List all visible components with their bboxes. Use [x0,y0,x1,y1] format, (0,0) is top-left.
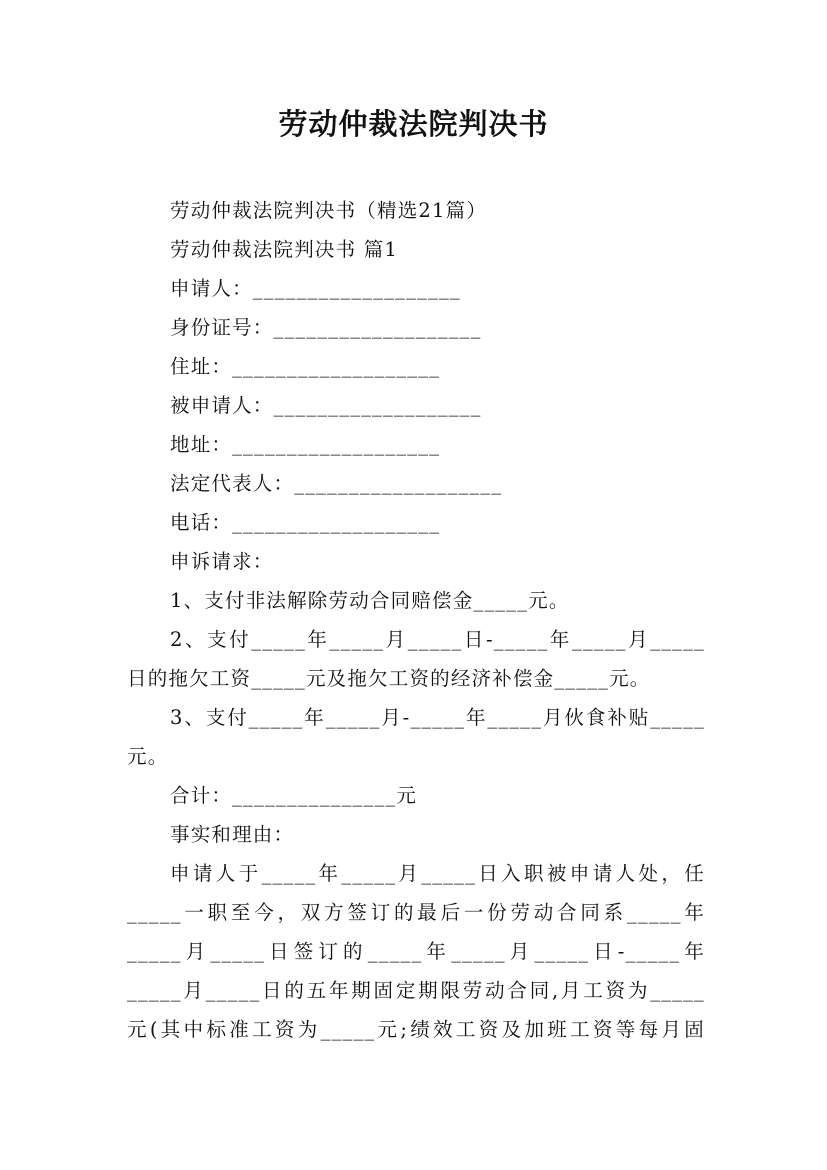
claim-item-3: 3、支付_____年_____月-_____年_____月伙食补贴_____ [170,706,705,729]
phone-field: 电话：___________________ [170,511,441,534]
claim-item-2-cont: 日的拖欠工资_____元及拖欠工资的经济补偿金_____元。 [127,667,651,690]
claim-item-1: 1、支付非法解除劳动合同赔偿金_____元。 [170,589,570,612]
id-number-field: 身份证号：___________________ [170,316,482,339]
claims-heading: 申诉请求： [170,550,274,573]
facts-paragraph-line-4: _____月_____日的五年期固定期限劳动合同,月工资为_____ [127,979,705,1002]
applicant-field: 申请人：___________________ [170,277,461,300]
subtitle: 劳动仲裁法院判决书（精选21篇） [170,199,488,222]
respondent-address-field: 地址：___________________ [170,433,441,456]
facts-heading: 事实和理由： [170,823,295,846]
facts-paragraph-line-3: _____月_____日签订的_____年_____月_____日-_____年 [127,940,705,963]
facts-paragraph-line-5: 元(其中标准工资为_____元;绩效工资及加班工资等每月固 [127,1018,705,1041]
facts-paragraph-line-1: 申请人于_____年_____月_____日入职被申请人处，任 [170,862,705,885]
total-field: 合计：_______________元 [170,784,418,807]
section-heading: 劳动仲裁法院判决书 篇1 [170,238,399,261]
legal-representative-field: 法定代表人：___________________ [170,472,503,495]
facts-paragraph-line-2: _____一职至今，双方签订的最后一份劳动合同系_____年 [127,901,705,924]
address-field: 住址：___________________ [170,355,441,378]
document-title: 劳动仲裁法院判决书 [278,107,549,141]
claim-item-3-cont: 元。 [127,745,169,768]
claim-item-2: 2、支付_____年_____月_____日-_____年_____月_____ [170,628,705,651]
respondent-field: 被申请人：___________________ [170,394,482,417]
